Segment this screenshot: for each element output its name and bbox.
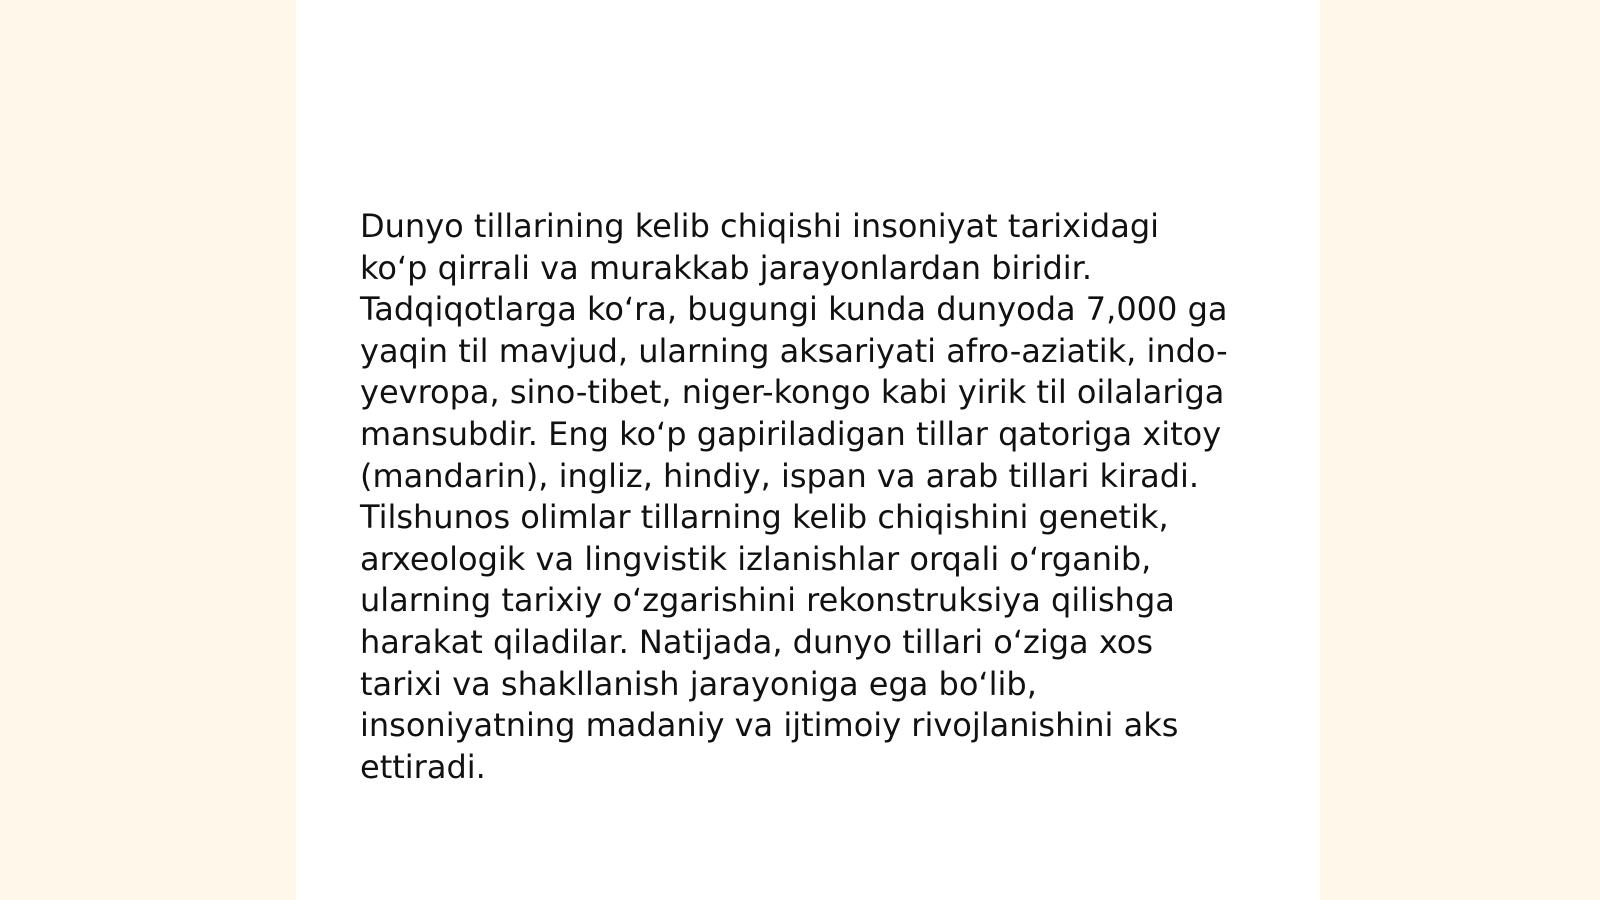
- paragraph-line: tarixi va shakllanish jarayoniga ega bo‘lib,: [360, 664, 1037, 703]
- paragraph-line: ettiradi.: [360, 747, 486, 786]
- paragraph-line: mansubdir. Eng ko‘p gapiriladigan tillar qatoriga xitoy: [360, 414, 1222, 453]
- document-page: [296, 0, 1320, 900]
- paragraph-line: Dunyo tillarining kelib chiqishi insoniyat tarixidagi: [360, 207, 1160, 245]
- paragraph-line: (mandarin), ingliz, hindiy, ispan va arab tillari kiradi.: [360, 456, 1200, 495]
- paragraph-line: ko‘p qirrali va murakkab jarayonlardan biridir.: [360, 248, 1093, 287]
- paragraph-line: harakat qiladilar. Natijada, dunyo tillari o‘ziga xos: [360, 622, 1154, 661]
- paragraph-line: ularning tarixiy o‘zgarishini rekonstruksiya qilishga: [360, 581, 1175, 620]
- body-paragraph: [360, 206, 1260, 788]
- paragraph-line: yevropa, sino-tibet, niger-kongo kabi yirik til oilalariga: [360, 373, 1225, 412]
- paragraph-line: Tadqiqotlarga ko‘ra, bugungi kunda dunyoda 7,000 ga: [360, 290, 1228, 329]
- paragraph-line: arxeologik va lingvistik izlanishlar orqali o‘rganib,: [360, 539, 1152, 578]
- paragraph-line: yaqin til mavjud, ularning aksariyati afro-aziatik, indo-: [360, 331, 1228, 370]
- paragraph-line: insoniyatning madaniy va ijtimoiy rivojlanishini aks: [360, 706, 1179, 745]
- paragraph-line: Tilshunos olimlar tillarning kelib chiqishini genetik,: [360, 498, 1169, 537]
